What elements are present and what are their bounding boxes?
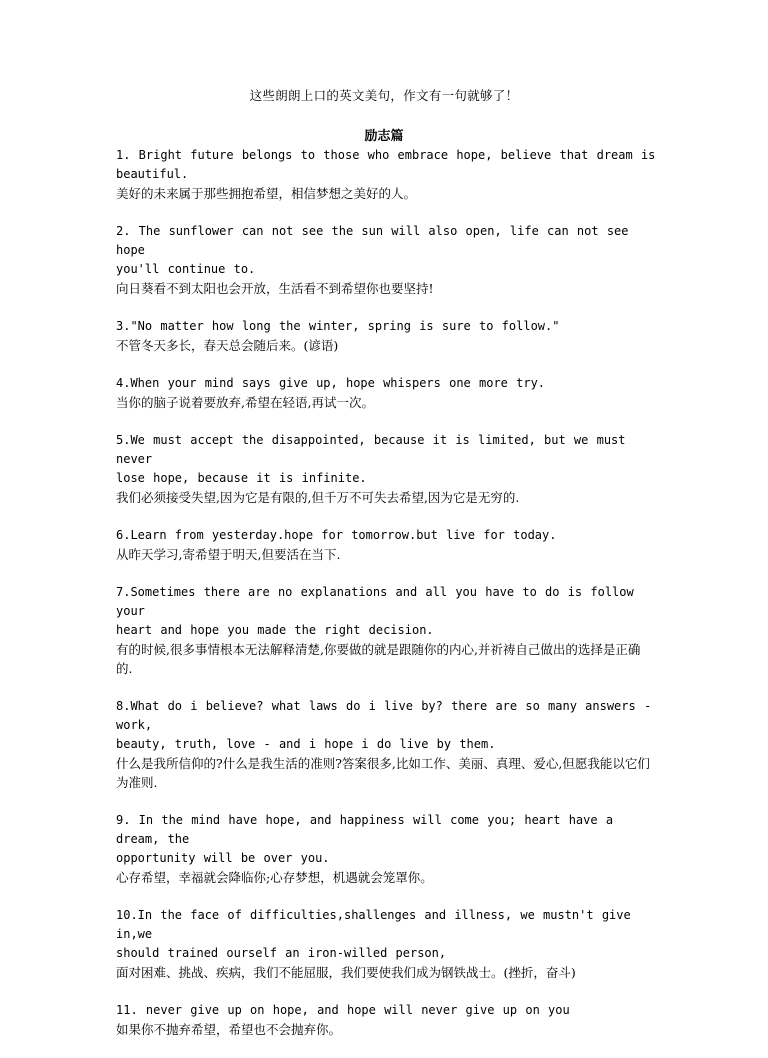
quote-english: 9. In the mind have hope, and happiness will come you; heart have a dream, the opportunity will be over you. [116,813,614,865]
quote-english: 5.We must accept the disappointed, because it is limited, but we must never lose hope, because it is infinite. [116,433,626,485]
quote-item [116,146,656,203]
quote-item [116,317,656,355]
quote-chinese: 不管冬天多长，春天总会随后来。(谚语) [116,338,339,353]
quote-english: 11. never give up on hope, and hope will never give up on you [116,1003,570,1017]
quote-item [116,906,656,982]
quote-item [116,811,656,887]
quote-list [116,146,656,1058]
section-heading: 励志篇 [364,129,404,144]
quote-chinese: 从昨天学习,寄希望于明天,但要活在当下. [116,547,341,562]
quote-chinese: 面对困难、挑战、疾病，我们不能屈服，我们要使我们成为钢铁战士。(挫折，奋斗) [116,965,576,980]
quote-item [116,374,656,412]
quote-english: 3."No matter how long the winter, spring is sure to follow." [116,319,560,333]
quote-english: 8.What do i believe? what laws do i live by? there are so many answers - work, beauty, truth, love - and i hope i do live by them. [116,699,652,751]
document-title: 这些朗朗上口的英文美句，作文有一句就够了！ [249,88,519,103]
quote-item [116,583,656,678]
quote-chinese: 如果你不抛弃希望，希望也不会抛弃你。 [116,1022,342,1037]
quote-item [116,1001,656,1039]
quote-item [116,222,656,298]
quote-english: 2. The sunflower can not see the sun will also open, life can not see hope you'll continue to. [116,224,629,276]
quote-chinese: 心存希望，幸福就会降临你;心存梦想，机遇就会笼罩你。 [116,870,433,885]
quote-english: 4.When your mind says give up, hope whispers one more try. [116,376,546,390]
quote-item [116,697,656,792]
quote-chinese: 什么是我所信仰的?什么是我生活的准则?答案很多,比如工作、美丽、真理、爱心,但愿我能以它们为准则. [116,756,650,790]
quote-chinese: 我们必须接受失望,因为它是有限的,但千万不可失去希望,因为它是无穷的. [116,490,520,505]
quote-chinese: 美好的未来属于那些拥抱希望，相信梦想之美好的人。 [116,186,417,201]
quote-english: 7.Sometimes there are no explanations and all you have to do is follow your heart and hope you made the right decision. [116,585,634,637]
quote-english: 10.In the face of difficulties,shallenges and illness, we mustn't give in,we should trained ourself an iron-willed person, [116,908,631,960]
quote-item [116,526,656,564]
quote-item [116,431,656,507]
quote-chinese: 有的时候,很多事情根本无法解释清楚,你要做的就是跟随你的内心,并祈祷自己做出的选择是正确的. [116,642,641,676]
quote-chinese: 当你的脑子说着要放弃,希望在轻语,再试一次。 [116,395,374,410]
quote-english: 6.Learn from yesterday.hope for tomorrow.but live for today. [116,528,557,542]
quote-chinese: 向日葵看不到太阳也会开放，生活看不到希望你也要坚持! [116,281,434,296]
quote-english: 1. Bright future belongs to those who embrace hope, believe that dream is beautiful. [116,148,656,181]
